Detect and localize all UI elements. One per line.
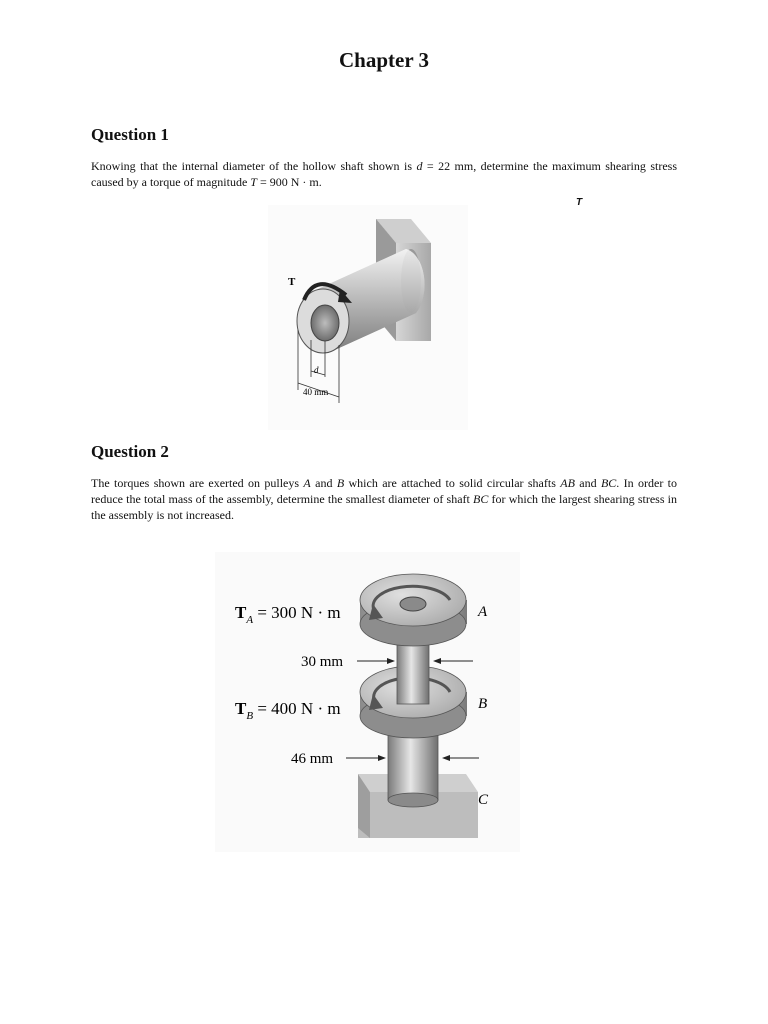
chapter-title: Chapter 3 [338,48,430,72]
torque-b-label: $T_B = 400$ N · m [235,699,341,722]
question-2-heading: Question 2 [91,442,169,461]
point-b-label: B [478,696,488,712]
torque-a-label: $T_A = 300$ N · m [235,603,341,626]
dimension-30mm-label: 30 mm [301,654,344,670]
hollow-shaft-figure [268,205,468,430]
point-c-label: C [478,792,489,808]
dimension-46mm-label: 46 mm [291,751,334,767]
point-a-label: A [478,604,488,620]
pulley-assembly-figure [215,552,520,852]
question-1-text: Knowing that the internal diameter of the hollow shaft shown is d = 22 mm, determine the maximum shearing stress caused by a torque of magnitude T = 900 N · m. [91,159,677,189]
outer-diameter-label: 40 mm [303,387,329,397]
inner-diameter-label: d [314,365,319,375]
question-2-text: The torques shown are exerted on pulleys A and B which are attached to solid circular shafts AB and BC. In order to reduce the total mass of the assembly, determine the smallest diameter of shaft BC for which the largest shearing stress in the assembly is not increased. [91,476,678,522]
torque-label: T [288,276,296,288]
question-1-heading: Question 1 [91,125,169,144]
stray-torque-label: T [576,197,583,208]
